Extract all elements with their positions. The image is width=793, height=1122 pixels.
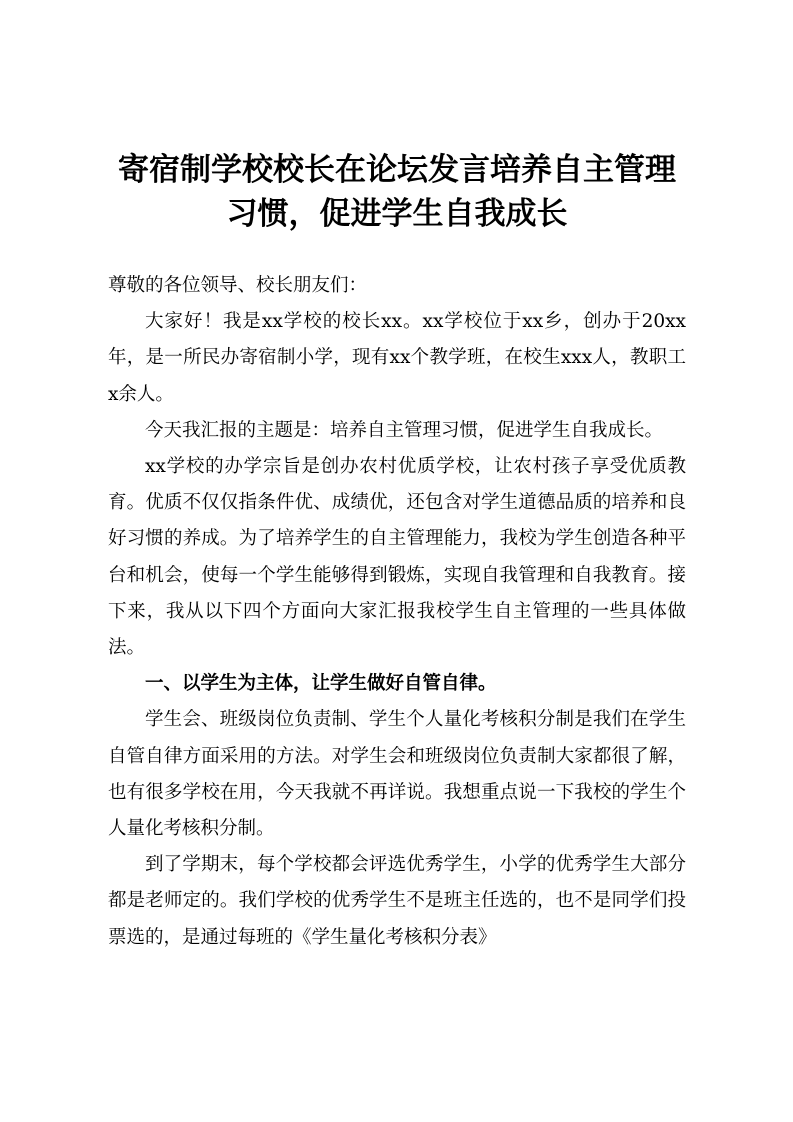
paragraph-excellent-students: 到了学期末，每个学校都会评选优秀学生，小学的优秀学生大部分都是老师定的。我们学校的优秀学生不是班主任选的，也不是同学们投票选的，是通过每班的《学生量化考核积分表》 — [108, 854, 686, 948]
document-title — [100, 148, 694, 236]
section-heading-1: 一、以学生为主体，让学生做好自管自律。 — [145, 673, 497, 695]
paragraph-self-management: 学生会、班级岗位负责制、学生个人量化考核积分制是我们在学生自管自律方面采用的方法。对学生会和班级岗位负责制大家都很了解，也有很多学校在用，今天我就不再详说。我想重点说一下我校的学生个人量化考核积分制。 — [108, 709, 686, 840]
title-line-1: 寄宿制学校校长在论坛发言培养自主管理 — [118, 152, 676, 188]
salutation: 尊敬的各位领导、校长朋友们： — [108, 275, 368, 296]
document-body — [108, 268, 686, 956]
paragraph-topic: 今天我汇报的主题是：培养自主管理习惯，促进学生自我成长。 — [145, 419, 664, 441]
paragraph-mission: xx学校的办学宗旨是创办农村优质学校，让农村孩子享受优质教育。优质不仅仅指条件优、成绩优，还包含对学生道德品质的培养和良好习惯的养成。为了培养学生的自主管理能力，我校为学生创造各种平台和机会，使每一个学生能够得到锻炼，实现自我管理和自我教育。接下来，我从以下四个方面向大家汇报我校学生自主管理的一些具体做法。 — [108, 456, 686, 659]
paragraph-intro: 大家好！我是xx学校的校长xx。xx学校位于xx乡，创办于20xx年，是一所民办寄宿制小学，现有xx个教学班，在校生xxx人，教职工x余人。 — [108, 311, 686, 405]
title-line-2: 习惯，促进学生自我成长 — [226, 196, 568, 232]
